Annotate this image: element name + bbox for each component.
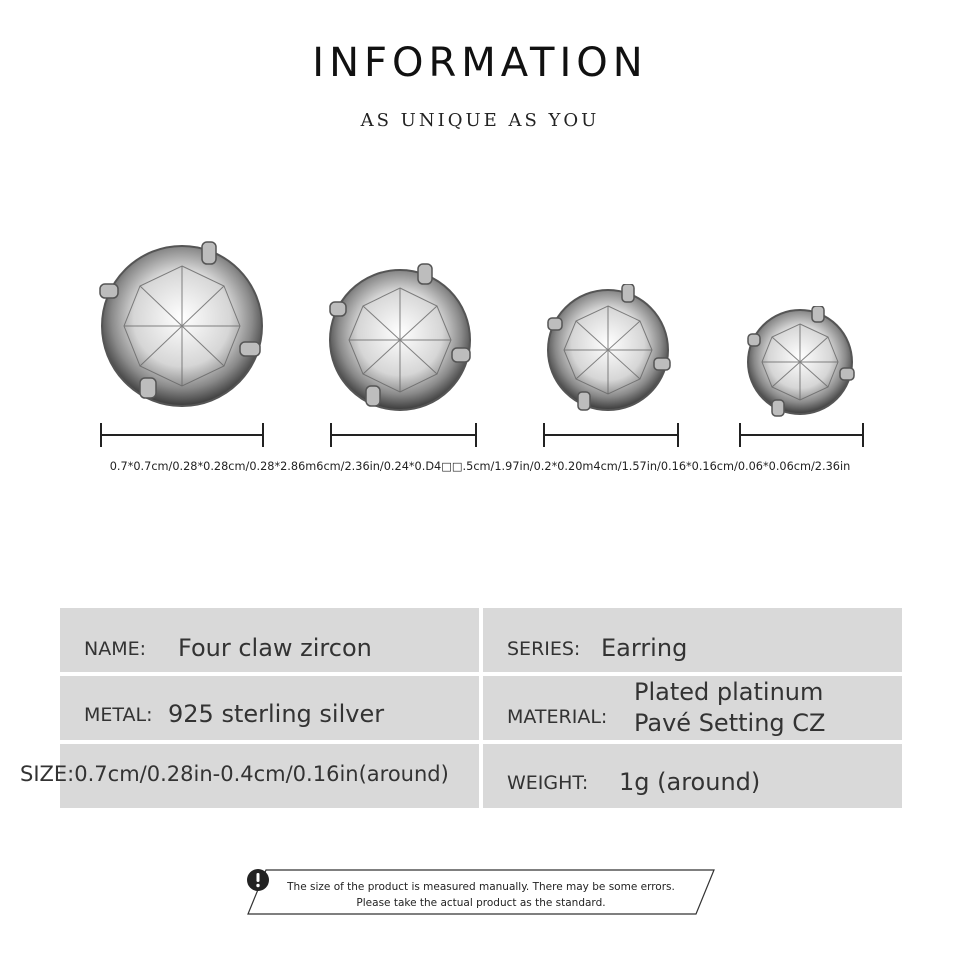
zircon-medium-image (326, 262, 478, 414)
series-label: SERIES: (507, 638, 581, 660)
metal-label: METAL: (84, 704, 153, 726)
name-value: Four claw zircon (178, 634, 372, 662)
zircon-large-image (98, 238, 266, 410)
notice-line2: Please take the actual product as the standard. (356, 897, 606, 909)
weight-value: 1g (around) (619, 768, 761, 796)
zircon-extra-small-image (742, 306, 860, 418)
spec-cell-metal (60, 676, 479, 740)
zircon-small-image (544, 284, 676, 416)
material-label: MATERIAL: (507, 706, 608, 728)
spec-cell-size (20, 744, 479, 808)
page-title: INFORMATION (312, 40, 648, 86)
spec-table (20, 608, 902, 808)
material-value-line2: Pavé Setting CZ (634, 709, 826, 737)
notice-line1: The size of the product is measured manually. There may be some errors. (287, 881, 675, 893)
spec-row-size (20, 744, 902, 808)
name-label: NAME: (84, 638, 147, 660)
size-dimensions-text: 0.7*0.7cm/0.28*0.28cm/0.28*2.86m6cm/2.36in/0.24*0.D4□□.5cm/1.97in/0.2*0.20m4cm/1.57in/0.16*0.16cm/0.06*0.06cm/2.36in (109, 460, 851, 473)
page-subtitle: AS UNIQUE AS YOU (360, 110, 600, 131)
size-ruler-small (543, 423, 679, 447)
material-value-line1: Plated platinum (634, 678, 824, 706)
series-value: Earring (601, 634, 688, 662)
weight-label: WEIGHT: (507, 772, 589, 794)
size-ruler-large (100, 423, 264, 447)
alert-icon (246, 868, 270, 892)
size-ruler-extra-small (739, 423, 864, 447)
spec-cell-material (483, 676, 902, 740)
spec-row-name (60, 608, 902, 672)
metal-value: 925 sterling silver (168, 700, 385, 728)
spec-cell-name (60, 608, 479, 672)
spec-cell-series (483, 608, 902, 672)
spec-row-metal (60, 676, 902, 740)
measurement-notice (246, 868, 716, 916)
size-ruler-medium (330, 423, 477, 447)
size-value: SIZE:0.7cm/0.28in-0.4cm/0.16in(around) (20, 762, 449, 786)
spec-cell-weight (483, 744, 902, 808)
